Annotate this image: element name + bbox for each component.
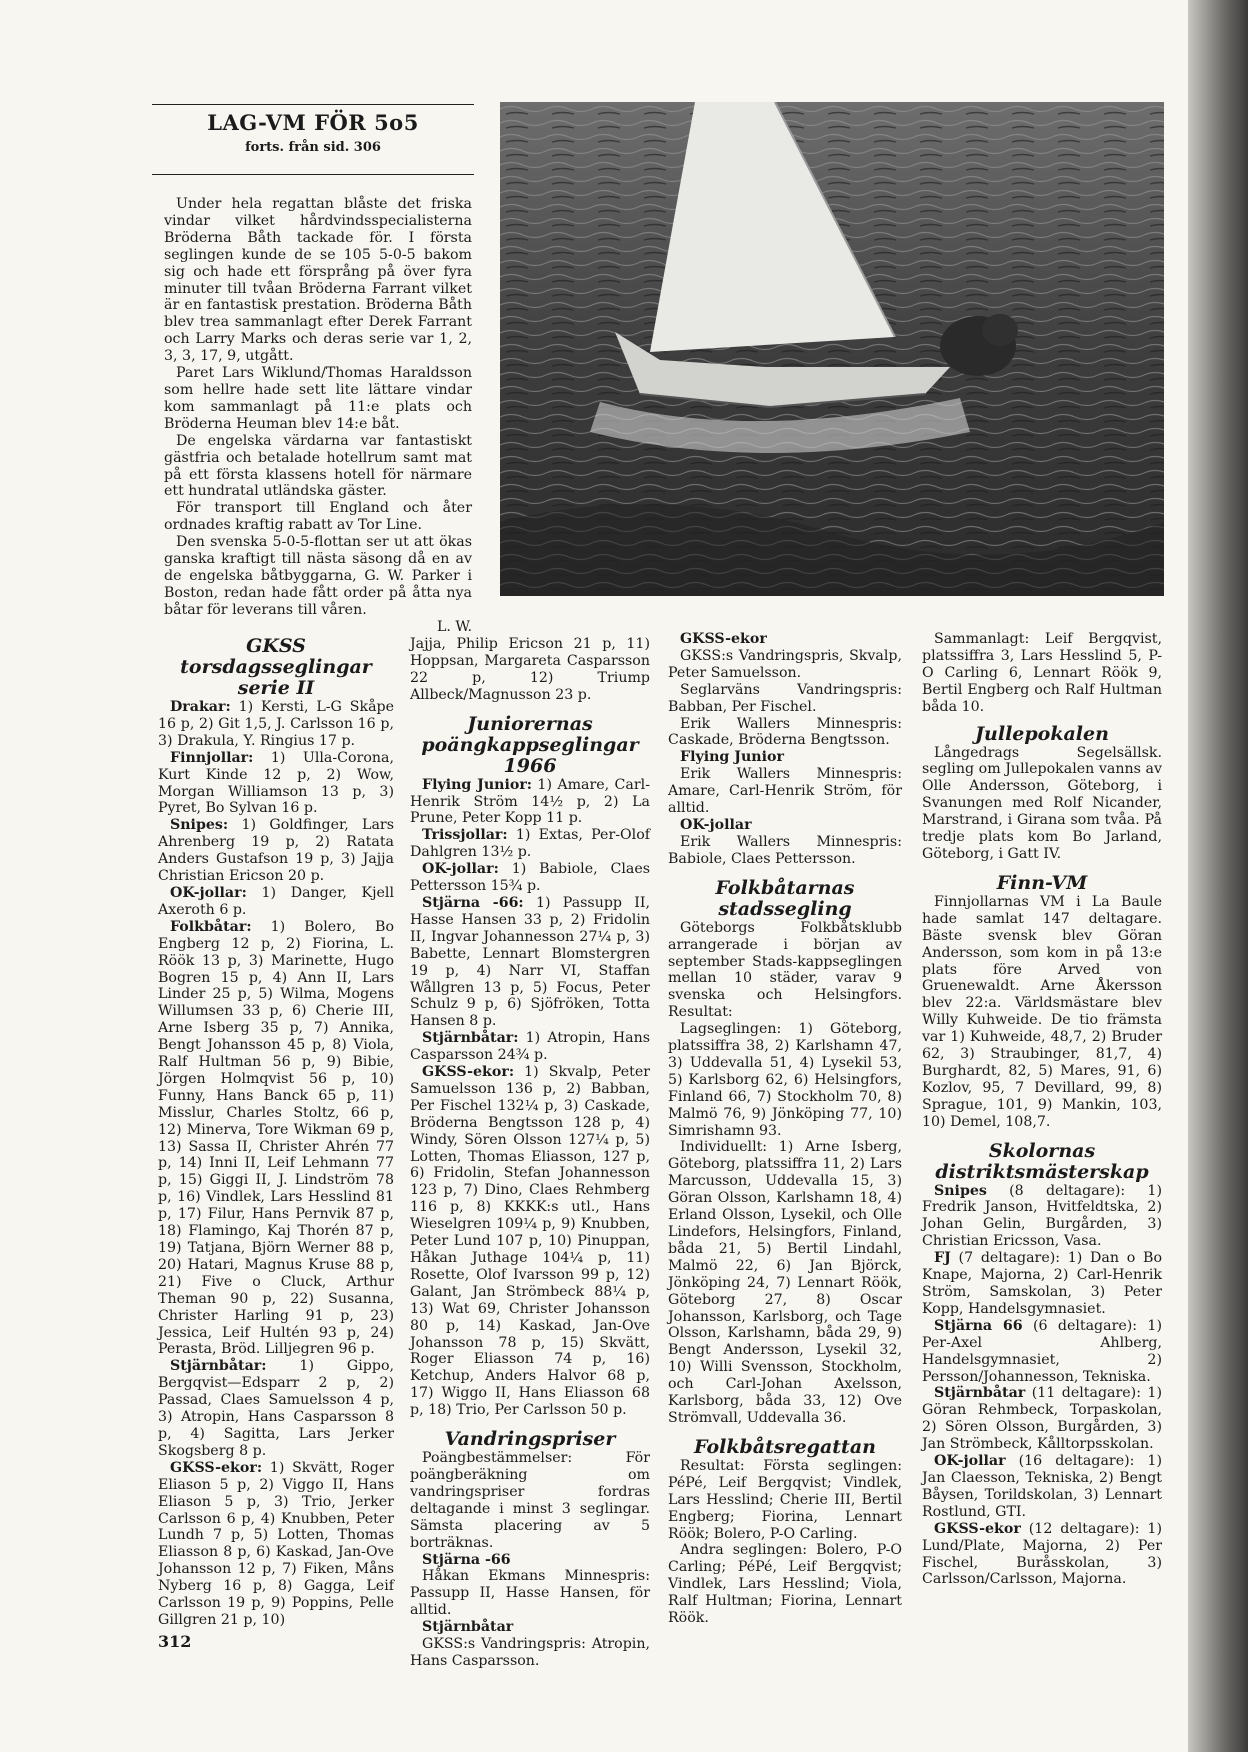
- result-entry: GKSS-ekor: 1) Skvalp, Peter Samuelsson 136 p, 2) Babban, Per Fischel 132¼ p, 3) Caskade, Bröderna Bengtsson 128 p, 4) Windy, Sören Olsson 127¼ p, 5) Lotten, Thomas Eliasson, 127 p, 6) Fridolin, Stefan Johannesson 123 p, 7) Dino, Claes Rehmberg 116 p, 8) KKKK:s utl., Hans Wieselgren 109¼ p, 9) Knubben, Peter Lund 107 p, 10) Pinuppan, Håkan Juthage 104¼ p, 11) Rosette, Olof Ivarsson 99 p, 12) Galant, Jan Strömbeck 88¼ p, 13) Wat 69, Christer Johansson 80 p, 14) Kaskad, Jan-Ove Johansson 78 p, 15) Skvätt, Roger Eliasson 74 p, 16) Ketchup, Anders Halvor 68 p, 17) Wiggo II, Hans Eliasson 68 p, 18) Trio, Per Carlsson 50 p.: [410, 1064, 650, 1419]
- section-title-vandringspriser: Vandringspriser: [444, 1428, 616, 1451]
- column-1: [158, 636, 394, 1629]
- result-entry: Stjärnbåtar (11 deltagare): 1) Göran Rehmbeck, Torpaskolan, 2) Sören Olsson, Burgården, 3) Jan Strömbeck, Kålltorpsskolan.: [922, 1385, 1162, 1453]
- sammanlagt-text: Sammanlagt: Leif Bergqvist, platssiffra 3, Lars Hesslind 5, P-O Carling 6, Lennart Röök 9, Bertil Engberg och Ralf Hultman båda 10.: [922, 631, 1162, 715]
- ok-jollar-text: Erik Wallers Minnespris: Babiole, Claes Pettersson.: [668, 833, 902, 867]
- section-title-skolornas: Skolornas distriktsmästerskap: [935, 1139, 1149, 1183]
- subhead-stjarnbatar: Stjärnbåtar: [422, 1619, 514, 1636]
- result-entry: Folkbåtar: 1) Bolero, Bo Engberg 12 p, 2) Fiorina, L. Röök 13 p, 3) Marinette, Hugo Bogren 15 p, 4) Ann II, Lars Linder 25 p, 5) Wilma, Mogens Willumsen 33 p, 6) Cherie III, Arne Isberg 35 p, 7) Annika, Bengt Johansson 45 p, 8) Viola, Ralf Hultman 56 p, 9) Bibie, Jörgen Holmqvist 56 p, 10) Funny, Hans Banck 65 p, 11) Misslur, Charles Stoltz, 66 p, 12) Minerva, Tore Wikman 69 p, 13) Sassa II, Christer Ahrén 77 p, 14) Inni II, Leif Lehmann 77 p, 15) Giggi II, J. Lindström 78 p, 16) Vindlek, Lars Hesslind 81 p, 17) Filur, Hans Pernvik 87 p, 18) Flamingo, Kaj Thorén 87 p, 19) Tatjana, Björn Werner 88 p, 20) Hatari, Magnus Kruse 88 p, 21) Five o Cluck, Arthur Theman 90 p, 22) Susanna, Christer Harling 91 p, 23) Jessica, Leif Hultén 93 p, 24) Perasta, Bröd. Lilljegren 96 p.: [158, 918, 394, 1358]
- subhead-gkss-ekor: GKSS-ekor: [680, 631, 767, 647]
- result-entry: OK-jollar: 1) Babiole, Claes Pettersson 15¾ p.: [410, 861, 650, 895]
- section-title-gkss-torsdag: GKSS torsdagsseglingar serie II: [180, 635, 372, 699]
- subhead-flying-junior: Flying Junior: [680, 749, 784, 766]
- section-title-folkbatarnas: Folkbåtarnas stadssegling: [715, 876, 855, 920]
- column-2: [410, 636, 650, 1670]
- intro-paragraph-2: Paret Lars Wiklund/Thomas Haraldsson som hellre hade sett lite lättare vindar kom sammanlagt på 11:e plats och Bröderna Heuman blev 14:e båt.: [164, 365, 472, 432]
- result-entry: Snipes: 1) Goldfinger, Lars Ahrenberg 19 p, 2) Ratata Anders Gustafson 19 p, 3) Jajja Christian Ericson 20 p.: [158, 817, 394, 885]
- header-top-rule: [152, 104, 474, 105]
- result-entry: GKSS-ekor: 1) Skvätt, Roger Eliason 5 p, 2) Viggo II, Hans Eliason 5 p, 3) Trio, Jerker Carlsson 6 p, 4) Knubben, Peter Lundh 7 p, 5) Lotten, Thomas Eliasson 8 p, 6) Kaskad, Jan-Ove Johansson 12 p, 7) Fiken, Måns Nyberg 16 p, 8) Gagga, Leif Carlsson 19 p, 9) Poppins, Pelle Gillgren 21 p, 10): [158, 1459, 394, 1628]
- result-entry: Drakar: 1) Kersti, L-G Skåpe 16 p, 2) Git 1,5, J. Carlsson 16 p, 3) Drakula, Y. Ringius 17 p.: [158, 699, 394, 749]
- gkss-ekor-text-1: GKSS:s Vandringspris, Skvalp, Peter Samuelsson.: [668, 647, 902, 681]
- result-entry: FJ (7 deltagare): 1) Dan o Bo Knape, Majorna, 2) Carl-Henrik Ström, Samskolan, 3) Peter Kopp, Handelsgymnasiet.: [922, 1250, 1162, 1317]
- intro-paragraph-5: Den svenska 5-0-5-flottan ser ut att ökas ganska kraftigt till nästa säsong då en av de engelska båtbyggarna, G. W. Parker i Boston, redan hade fått order på åtta nya båtar för leverans till våren.: [164, 534, 472, 618]
- result-entry: Stjärna 66 (6 deltagare): 1) Per-Axel Ahlberg, Handelsgymnasiet, 2) Persson/Johannesson, Tekniska.: [922, 1317, 1162, 1385]
- subhead-stjarna-66: Stjärna -66: [422, 1551, 511, 1568]
- section-title-jullepokalen: Jullepokalen: [975, 722, 1109, 745]
- stjarna-66-text: Håkan Ekmans Minnespris: Passupp II, Hasse Hansen, för alltid.: [410, 1568, 650, 1619]
- section-title-folkbatsregattan: Folkbåtsregattan: [694, 1435, 876, 1458]
- intro-paragraph-3: De engelska värdarna var fantastiskt gästfria och betalade hotellrum samt mat på ett första klassens hotell för närmare ett hundratal utländska gäster.: [164, 432, 472, 500]
- binding-shadow: [1188, 0, 1248, 1752]
- section-title-juniorernas: Juniorernas poängkappseglingar 1966: [421, 712, 639, 777]
- article-title: LAG-VM FÖR 5o5: [207, 110, 419, 135]
- gkss-ekor-text-3: Erik Wallers Minnespris: Caskade, Bröderna Bengtsson.: [668, 715, 902, 749]
- result-entry: Flying Junior: 1) Amare, Carl-Henrik Ström 14½ p, 2) La Prune, Peter Kopp 11 p.: [410, 776, 650, 827]
- result-entry: Stjärnbåtar: 1) Gippo, Bergqvist—Edsparr 2 p, 2) Passad, Claes Samuelsson 4 p, 3) Atropin, Hans Casparsson 8 p, 4) Sagitta, Lars Jerker Skogsberg 8 p.: [158, 1358, 394, 1459]
- intro-column: [164, 196, 472, 636]
- result-entry: OK-jollar: 1) Danger, Kjell Axeroth 6 p.: [158, 884, 394, 918]
- jullepokalen-text: Långedrags Segelsällsk. segling om Jullepokalen vanns av Olle Andersson, Göteborg, i Svanungen med Rolf Nicander, Marstrand, i Girana som tvåa. På tredje plats kom Bo Jarland, Göteborg, i Gatt IV.: [922, 744, 1162, 862]
- vandringspriser-text: Poängbestämmelser: För poängberäkning om vandringspriser fordras deltagande i minst 3 seglingar. Sämsta placering av 5 borträknas.: [410, 1450, 650, 1551]
- folkbat-paragraph-3: Individuellt: 1) Arne Isberg, Göteborg, platssiffra 11, 2) Lars Marcusson, Uddevalla 15, 3) Göran Olsson, Karlshamn 18, 4) Erland Olsson, Lysekil, och Olle Lindefors, Helsingfors, Finland, båda 21, 5) Bertil Lindahl, Malmö 22, 6) Jan Björck, Jönköping 24, 7) Lennart Röök, Göteborg 27, 8) Oscar Johansson, Karlsborg, och Tage Olsson, Karlshamn, båda 29, 9) Bengt Andersson, Lysekil 32, 10) Willi Svensson, Stockholm, och Carl-Johan Axelsson, Karlsborg, båda 33, 12) Ove Strömvall, Uddevalla 36.: [668, 1139, 902, 1426]
- sailboat-image: [500, 102, 1164, 596]
- byline: L. W.: [436, 618, 472, 635]
- column-4: [922, 631, 1162, 1588]
- result-entry: Stjärnbåtar: 1) Atropin, Hans Casparsson 24¾ p.: [410, 1030, 650, 1064]
- result-entry: Finnjollar: 1) Ulla-Corona, Kurt Kinde 12 p, 2) Wow, Morgan Williamson 13 p, 3) Pyret, Bo Sylvan 16 p.: [158, 749, 394, 817]
- subhead-ok-jollar: OK-jollar: [680, 816, 752, 833]
- header-bottom-rule: [152, 174, 474, 175]
- result-entry: OK-jollar (16 deltagare): 1) Jan Claesson, Tekniska, 2) Bengt Båysen, Torildskolan, 3) Lennart Rostlund, GTI.: [922, 1453, 1162, 1520]
- gkss-ekor-text-2: Seglarväns Vandringspris: Babban, Per Fischel.: [668, 681, 902, 715]
- flying-junior-text: Erik Wallers Minnespris: Amare, Carl-Henrik Ström, för alltid.: [668, 766, 902, 817]
- folkbat-paragraph-2: Lagseglingen: 1) Göteborg, platssiffra 38, 2) Karlshamn 47, 3) Uddevalla 51, 4) Lysekil 53, 5) Karlsborg 62, 6) Helsingfors, Finland 66, 7) Stockholm 70, 8) Malmö 76, 9) Jönköping 77, 10) Simrishamn 93.: [668, 1021, 902, 1139]
- intro-paragraph-4: För transport till England och åter ordnades kraftig rabatt av Tor Line.: [164, 500, 472, 534]
- continued-text: Jajja, Philip Ericson 21 p, 11) Hoppsan, Margareta Casparsson 22 p, 12) Triump Allbeck/Magnusson 23 p.: [410, 636, 650, 703]
- result-entry: Snipes (8 deltagare): 1) Fredrik Janson, Hvitfeldtska, 2) Johan Gelin, Burgården, 3) Christian Ericsson, Vasa.: [922, 1182, 1162, 1250]
- finn-vm-text: Finnjollarnas VM i La Baule hade samlat 147 deltagare. Bäste svensk blev Göran Andersson, som kom in på 13:e plats före Arved von Gruenewaldt. Arne Åkersson blev 22:a. Världsmästare blev Willy Kuhweide. De tio främsta var 1) Kuhweide, 48,7, 2) Bruder 62, 3) Straubinger, 81,7, 4) Burghardt, 82, 5) Mares, 91, 6) Kozlov, 95, 7 Devillard, 99, 8) Sprague, 101, 9) Mankin, 103, 10) Demel, 108,7.: [922, 893, 1162, 1130]
- result-entry: Trissjollar: 1) Extas, Per-Olof Dahlgren 13½ p.: [410, 827, 650, 861]
- regatta-paragraph-2: Andra seglingen: Bolero, P-O Carling; PéPé, Leif Bergqvist; Vindlek, Lars Hesslind; Viola, Ralf Hultman; Fiorina, Lennart Röök.: [668, 1542, 902, 1627]
- folkbat-paragraph-1: Göteborgs Folkbåtsklubb arrangerade i början av september Stads-kappseglingen mellan 10 städer, varav 9 svenska och Helsingfors. Resultat:: [668, 919, 902, 1021]
- sailing-photo: [500, 102, 1164, 596]
- section-title-finn-vm: Finn-VM: [996, 871, 1088, 894]
- page-number: 312: [158, 1632, 192, 1651]
- result-entry: GKSS-ekor (12 deltagare): 1) Lund/Plate, Majorna, 2) Per Fischel, Buråsskolan, 3) Carlsson/Carlsson, Majorna.: [922, 1520, 1162, 1588]
- article-continued-note: forts. från sid. 306: [245, 140, 381, 155]
- column-3: [668, 631, 902, 1627]
- result-entry: Stjärna -66: 1) Passupp II, Hasse Hansen 33 p, 2) Fridolin II, Ingvar Johannesson 27¼ p, 3) Babette, Lennart Blomstergren 19 p, 4) Narr VI, Staffan Wållgren 13 p, 5) Focus, Peter Schulz 9 p, 6) Sjöfröken, Totta Hansen 8 p.: [410, 894, 650, 1030]
- stjarnbatar-text: GKSS:s Vandringspris: Atropin, Hans Casparsson.: [410, 1636, 650, 1669]
- regatta-paragraph-1: Resultat: Första seglingen: PéPé, Leif Bergqvist; Vindlek, Lars Hesslind; Cherie III, Bertil Engberg; Fiorina, Lennart Röök; Bolero, P-O Carling.: [668, 1457, 902, 1542]
- intro-paragraph-1: Under hela regattan blåste det friska vindar vilket hårdvindsspecialisterna Bröderna Båth tackade för. I första seglingen kunde de se 105 5-0-5 bakom sig och hade ett försprång på över fyra minuter till tvåan Bröderna Farrant vilket är en fantastisk prestation. Bröderna Båth blev trea sammanlagt efter Derek Farrant och Larry Marks och deras serie var 1, 2, 3, 3, 17, 9, utgått.: [164, 196, 472, 365]
